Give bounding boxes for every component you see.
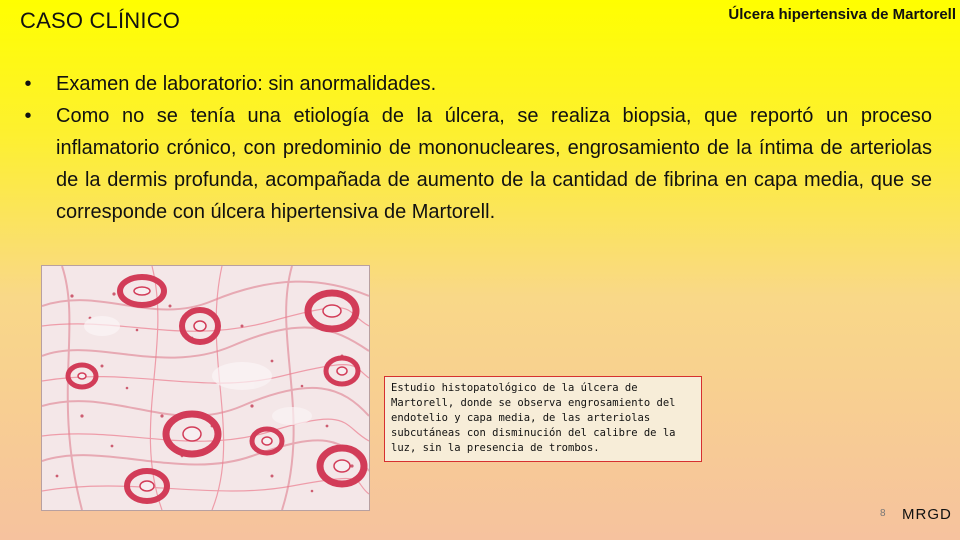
author-initials: MRGD [902, 506, 952, 523]
figure-caption: Estudio histopatológico de la úlcera de Martorell, donde se observa engrosamiento del endotelio y capa media, de las arteriolas subcutáneas con disminución del calibre de la luz, sin la presencia de trombos. [384, 376, 702, 462]
bullet-item [18, 68, 932, 100]
bullet-list [18, 68, 932, 228]
bullet-marker: • [24, 73, 32, 95]
bullet-item [18, 100, 932, 228]
bullet-marker: • [24, 105, 32, 127]
bullet-text: Examen de laboratorio: sin anormalidades. [56, 73, 437, 95]
slide-topic: Úlcera hipertensiva de Martorell [728, 6, 956, 23]
bullet-text: Como no se tenía una etiología de la úlcera, se realiza biopsia, que reportó un proceso inflamatorio crónico, con predominio de mononucleares, engrosamiento de la íntima de arteriolas de la dermis profunda, acompañada de aumento de la cantidad de fibrina en capa media, que se corresponde con úlcera hipertensiva de Martorell. [56, 105, 932, 223]
page-number: 8 [880, 508, 886, 519]
histology-image [42, 266, 369, 510]
slide-title: CASO CLÍNICO [20, 8, 181, 33]
